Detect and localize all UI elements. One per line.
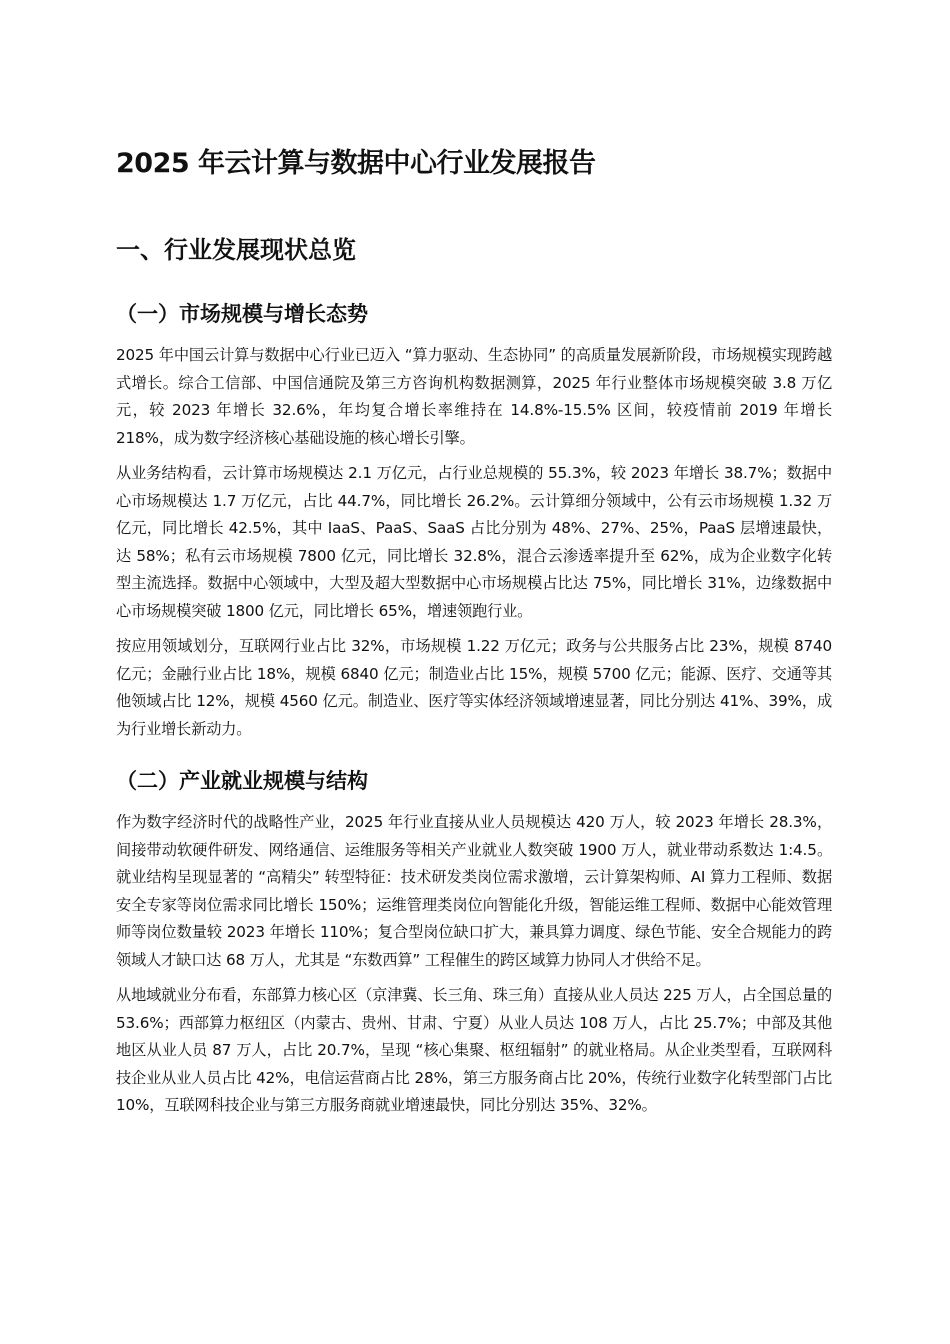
section-heading-overview: 一、行业发展现状总览	[116, 236, 356, 264]
document-title: 2025 年云计算与数据中心行业发展报告	[116, 148, 596, 179]
subsection-heading-employment: （二）产业就业规模与结构	[116, 769, 368, 793]
paragraph-employment-scale: 作为数字经济时代的战略性产业，2025 年行业直接从业人员规模达 420 万人，较 2023 年增长 28.3%，间接带动软硬件研发、网络通信、运维服务等相关产业就业人数突破 1900 万人，就业带动系数达 1:4.5。就业结构呈现显著的 “高精尖” 转型特征：技术研发类岗位需求激增，云计算架构师、AI 算力工程师、数据安全专家等岗位需求同比增长 150%；运维管理类岗位向智能化升级，智能运维工程师、数据中心能效管理师等岗位数量较 2023 年增长 110%；复合型岗位缺口扩大，兼具算力调度、绿色节能、安全合规能力的跨领域人才缺口达 68 万人，尤其是 “东数西算” 工程催生的跨区域算力协同人才供给不足。	[116, 813, 832, 969]
paragraph-regional-distribution: 从地域就业分布看，东部算力核心区（京津冀、长三角、珠三角）直接从业人员达 225 万人，占全国总量的 53.6%；西部算力枢纽区（内蒙古、贵州、甘肃、宁夏）从业人员达 108 万人，占比 25.7%；中部及其他地区从业人员 87 万人，占比 20.7%，呈现 “核心集聚、枢纽辐射” 的就业格局。从企业类型看，互联网科技企业从业人员占比 42%，电信运营商占比 28%，第三方服务商占比 20%，传统行业数字化转型部门占比 10%，互联网科技企业与第三方服务商就业增速最快，同比分别达 35%、32%。	[116, 986, 832, 1114]
paragraph-business-structure: 从业务结构看，云计算市场规模达 2.1 万亿元，占行业总规模的 55.3%，较 2023 年增长 38.7%；数据中心市场规模达 1.7 万亿元，占比 44.7%，同比增长 26.2%。云计算细分领域中，公有云市场规模 1.32 万亿元，同比增长 42.5%，其中 IaaS、PaaS、SaaS 占比分别为 48%、27%、25%，PaaS 层增速最快，达 58%；私有云市场规模 7800 亿元，同比增长 32.8%，混合云渗透率提升至 62%，成为企业数字化转型主流选择。数据中心领域中，大型及超大型数据中心市场规模占比达 75%，同比增长 31%，边缘数据中心市场规模突破 1800 亿元，同比增长 65%，增速领跑行业。	[116, 464, 832, 620]
subsection-heading-market-size: （一）市场规模与增长态势	[116, 302, 368, 326]
paragraph-market-overview: 2025 年中国云计算与数据中心行业已迈入 “算力驱动、生态协同” 的高质量发展新阶段，市场规模实现跨越式增长。综合工信部、中国信通院及第三方咨询机构数据测算，2025 年行业整体市场规模突破 3.8 万亿元，较 2023 年增长 32.6%，年均复合增长率维持在 14.8%-15.5% 区间，较疫情前 2019 年增长 218%，成为数字经济核心基础设施的核心增长引擎。	[116, 346, 832, 447]
paragraph-application-domains: 按应用领域划分，互联网行业占比 32%，市场规模 1.22 万亿元；政务与公共服务占比 23%，规模 8740 亿元；金融行业占比 18%，规模 6840 亿元；制造业占比 15%，规模 5700 亿元；能源、医疗、交通等其他领域占比 12%，规模 4560 亿元。制造业、医疗等实体经济领域增速显著，同比分别达 41%、39%，成为行业增长新动力。	[116, 637, 832, 738]
